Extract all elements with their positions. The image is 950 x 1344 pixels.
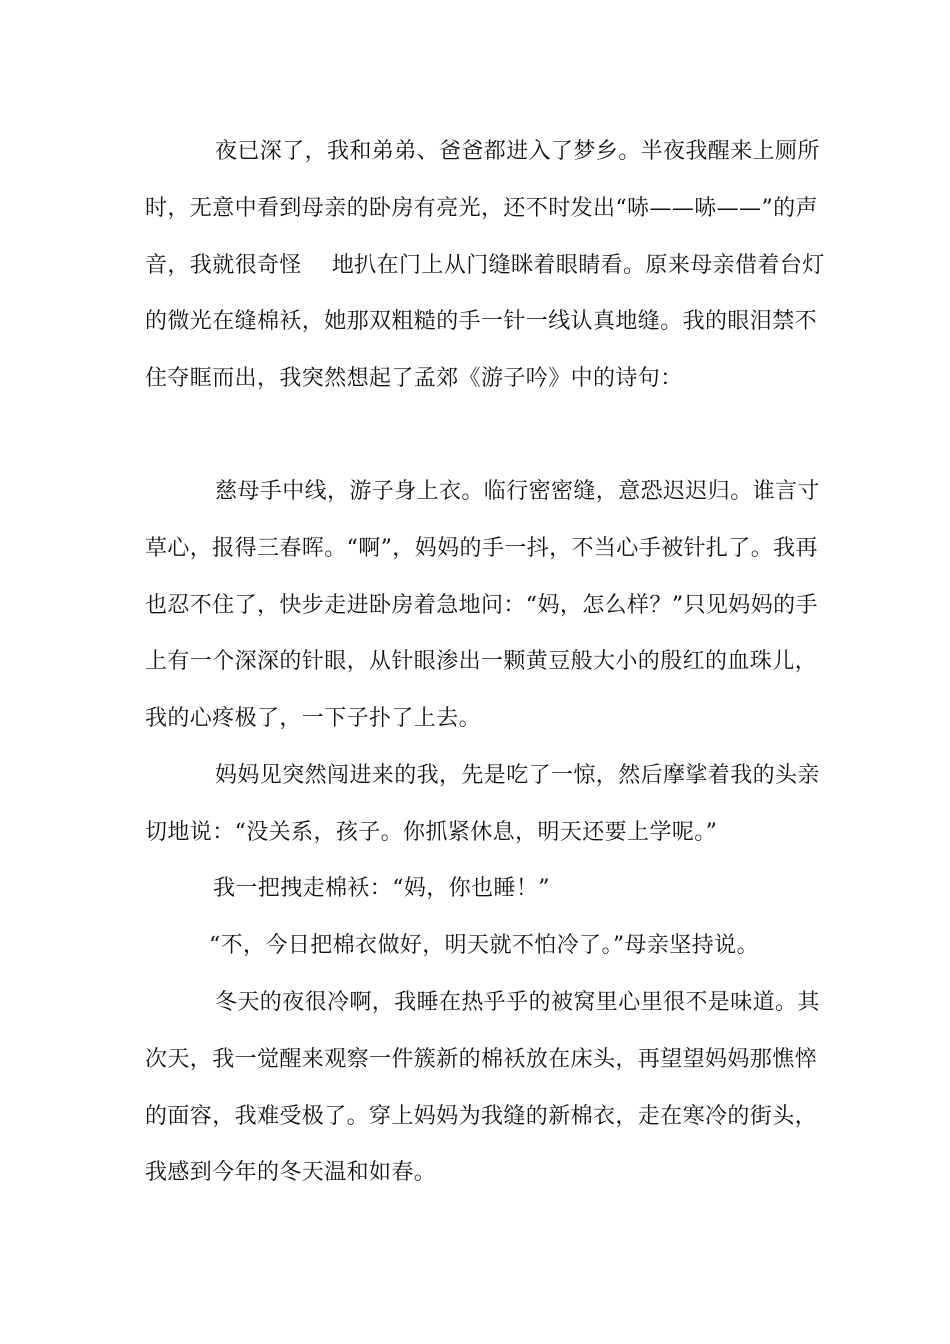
paragraph-winter-night: 冬天的夜很冷啊，我睡在热乎乎的被窝里心里很不是味道。其次天，我一觉醒来观察一件簇新的棉袄放在床头，再望望妈妈那憔悴的面容，我难受极了。穿上妈妈为我缝的新棉衣，走在寒冷的街头，我感到今年的冬天温和如春。 <box>145 990 820 1186</box>
paragraph-text: 地扒在门上从门缝眯着眼睛看。原来母亲借着台灯的微光在缝棉袄，她那双粗糙的手一针一线认真地缝。我的眼泪禁不住夺眶而出，我突然想起了孟郊《游子吟》中的诗句： <box>145 252 825 392</box>
paragraph-mother-insists: “不，今日把棉衣做好，明天就不怕冷了。”母亲坚持说。 <box>209 933 759 958</box>
paragraph-night-scene <box>145 124 825 408</box>
paragraph-poem-and-needle: 慈母手中线，游子身上衣。临行密密缝，意恐迟迟归。谁言寸草心，报得三春晖。“啊”，妈妈的手一抖，不当心手被针扎了。我再也忍不住了，快步走进卧房着急地问：“妈，怎么样？”只见妈妈的手上有一个深深的针眼，从针眼渗出一颗黄豆般大小的殷红的血珠儿，我的心疼极了，一下子扑了上去。 <box>145 479 820 732</box>
paragraph-mother-reply: 妈妈见突然闯进来的我，先是吃了一惊，然后摩挲着我的头亲切地说：“没关系，孩子。你抓紧休息，明天还要上学呢。” <box>145 763 820 845</box>
paragraph-take-coat: 我一把拽走棉袄：“妈，你也睡！” <box>213 876 550 901</box>
paragraph-text: 夜已深了，我和弟弟、爸爸都进入了梦乡。半夜我醒来上厕所时，无意中看到母亲的卧房有亮光，还不时发出“哧——哧——”的声音，我就很奇怪 <box>145 139 820 278</box>
